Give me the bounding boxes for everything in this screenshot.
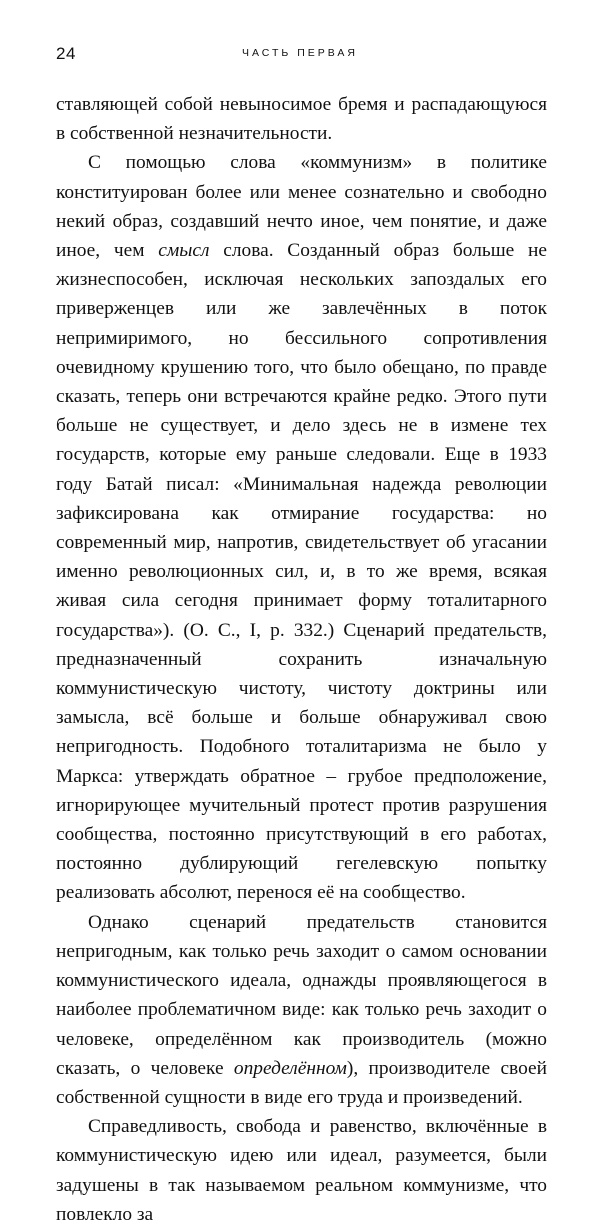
body-text: [56, 90, 547, 1229]
paragraph-2: [56, 148, 547, 907]
paragraph-1: ставляющей собой невыносимое бремя и распадающуюся в собственной незначительности.: [56, 94, 547, 145]
paragraph-3-text-a: Однако сценарий предательств становится непригодным, как только речь заходит о самом основании коммунистического идеала, однажды проявляющегося в наиболее проблематичном виде: как только речь заходит о человеке, определённом как производитель (можно сказать, о человеке: [56, 911, 547, 1079]
page-number: 24: [56, 44, 76, 63]
paragraph-3: [56, 908, 547, 1112]
paragraph-2-text-a: С помощью слова «коммунизм» в политике конституирован более или менее сознательно и свободно некий образ, создавший нечто иное, чем понятие, и даже иное, чем: [56, 152, 547, 262]
paragraph-3-emphasis: определённом: [233, 1057, 347, 1079]
paragraph-3-text-b: ), производителе своей собственной сущности в виде его труда и произведений.: [56, 1057, 547, 1108]
paragraph-2-emphasis: смысл: [158, 240, 210, 262]
paragraph-4: Справедливость, свобода и равенство, включённые в коммунистическую идею или идеал, разумеется, были задушены в так называемом реальном коммунизме, что повлекло за: [56, 1116, 547, 1225]
running-head: ЧАСТЬ ПЕРВАЯ: [241, 47, 359, 59]
paragraph-2-text-b: слова. Созданный образ больше не жизнеспособен, исключая нескольких запоздалых его приверженцев или же завлечённых в поток непримиримого, но бессильного сопротивления очевидному крушению того, что было обещано, по правде сказать, теперь они встречаются крайне редко. Этого пути больше не существует, и дело здесь не в измене тех государств, которые ему раньше следовали. Еще в 1933 году Батай писал: «Минимальная надежда революции зафиксирована как отмирание государства: но современный мир, напротив, свидетельствует об угасании именно революционных сил, и, в то же время, всякая живая сила сегодня принимает форму тоталитарного государства»). (O. C., I, p. 332.) Сценарий предательств, предназначенный сохранить изначальную коммунистическую чистоту, чистоту доктрины или замысла, всё больше и больше обнаруживал свою непригодность. Подобного тоталитаризма не было у Маркса: утверждать обратное – грубое предположение, игнорирующее мучительный протест против разрушения сообщества, постоянно присутствующий в его работах, постоянно дублирующий гегелевскую попытку реализовать абсолют, перенося её на сообщество.: [56, 240, 547, 904]
